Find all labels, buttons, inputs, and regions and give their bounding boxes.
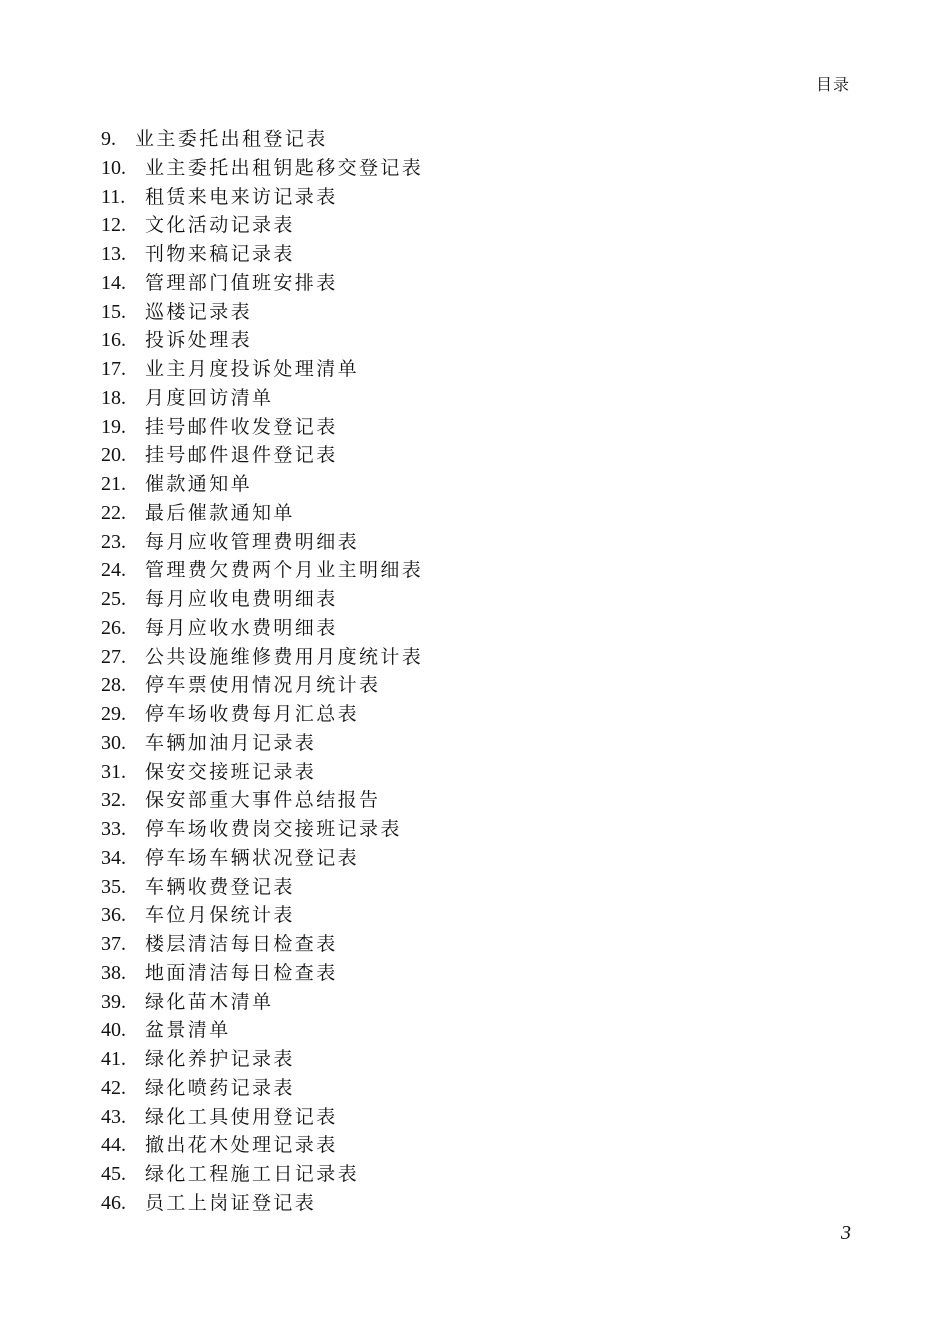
toc-item-number: 38.	[101, 961, 126, 984]
toc-item-number: 27.	[101, 645, 126, 668]
toc-item	[101, 614, 861, 643]
toc-item-label: 业主委托出租钥匙移交登记表	[145, 156, 424, 179]
toc-item-number: 24.	[101, 559, 126, 582]
toc-item	[101, 528, 861, 557]
toc-item-label: 绿化养护记录表	[145, 1048, 295, 1070]
toc-item-label: 月度回访清单	[145, 386, 274, 409]
toc-item-label: 绿化工程施工日记录表	[145, 1163, 360, 1185]
toc-item-number: 36.	[101, 904, 126, 927]
toc-item	[101, 298, 861, 327]
toc-item	[101, 384, 861, 413]
toc-item	[101, 183, 861, 212]
toc-item	[101, 729, 861, 758]
toc-item-label: 绿化喷药记录表	[145, 1076, 295, 1099]
toc-item-number: 19.	[101, 415, 126, 438]
toc-item-number: 35.	[101, 875, 126, 898]
toc-item-number: 20.	[101, 444, 126, 467]
toc-item-number: 22.	[101, 501, 126, 524]
toc-item-label: 业主月度投诉处理清单	[145, 358, 360, 380]
toc-item-label: 公共设施维修费用月度统计表	[145, 645, 424, 668]
toc-item	[101, 1074, 861, 1103]
toc-item-number: 37.	[101, 933, 126, 955]
toc-item	[101, 643, 861, 672]
toc-item-number: 28.	[101, 674, 126, 697]
toc-item-label: 每月应收水费明细表	[145, 616, 338, 639]
toc-item-label: 每月应收电费明细表	[145, 588, 338, 610]
toc-item-label: 巡楼记录表	[145, 300, 253, 323]
toc-item-label: 停车场车辆状况登记表	[145, 846, 360, 869]
toc-item-label: 绿化苗木清单	[145, 990, 274, 1013]
toc-item-label: 车辆收费登记表	[145, 875, 295, 898]
toc-item-label: 管理费欠费两个月业主明细表	[145, 559, 424, 582]
toc-item-label: 最后催款通知单	[145, 501, 295, 524]
toc-item-number: 44.	[101, 1134, 126, 1157]
toc-item-number: 46.	[101, 1191, 126, 1214]
toc-item-label: 刊物来稿记录表	[145, 243, 295, 265]
toc-item	[101, 1045, 861, 1074]
toc-item-label: 文化活动记录表	[145, 214, 295, 237]
toc-item	[101, 1160, 861, 1189]
toc-item	[101, 671, 861, 700]
toc-item-label: 车位月保统计表	[145, 904, 295, 927]
toc-item-number: 17.	[101, 358, 126, 380]
toc-item	[101, 1131, 861, 1160]
toc-item	[101, 154, 861, 183]
toc-item-number: 33.	[101, 818, 126, 840]
toc-item-number: 18.	[101, 386, 126, 409]
toc-item	[101, 211, 861, 240]
toc-item	[101, 125, 861, 154]
toc-item-label: 挂号邮件退件登记表	[145, 444, 338, 467]
toc-item	[101, 1016, 861, 1045]
toc-item-number: 45.	[101, 1163, 126, 1185]
toc-item	[101, 499, 861, 528]
toc-item-label: 停车场收费岗交接班记录表	[145, 818, 402, 840]
toc-item-number: 12.	[101, 214, 126, 237]
toc-item	[101, 700, 861, 729]
toc-item	[101, 844, 861, 873]
toc-item	[101, 355, 861, 384]
toc-item-number: 11.	[101, 185, 126, 208]
toc-item-label: 每月应收管理费明细表	[145, 530, 360, 553]
toc-item-label: 盆景清单	[145, 1019, 231, 1042]
toc-item-label: 业主委托出租登记表	[135, 128, 328, 150]
toc-item	[101, 441, 861, 470]
toc-item-number: 32.	[101, 789, 126, 812]
toc-item-label: 停车票使用情况月统计表	[145, 674, 381, 697]
toc-item-number: 16.	[101, 329, 126, 352]
toc-item	[101, 873, 861, 902]
toc-item-number: 15.	[101, 300, 126, 323]
toc-item-label: 挂号邮件收发登记表	[145, 415, 338, 438]
toc-item	[101, 815, 861, 844]
toc-item-number: 41.	[101, 1048, 126, 1070]
toc-item-number: 14.	[101, 271, 126, 294]
toc-item	[101, 930, 861, 959]
toc-item-label: 租赁来电来访记录表	[145, 185, 338, 208]
toc-item-label: 催款通知单	[145, 473, 253, 495]
table-of-contents	[101, 125, 861, 1218]
toc-item-number: 34.	[101, 846, 126, 869]
toc-item-number: 9.	[101, 128, 116, 150]
toc-item-number: 30.	[101, 731, 126, 754]
toc-item	[101, 988, 861, 1017]
toc-item-number: 10.	[101, 156, 126, 179]
toc-item-number: 21.	[101, 473, 126, 495]
page-number: 3	[841, 1222, 851, 1244]
toc-item-label: 停车场收费每月汇总表	[145, 703, 360, 725]
toc-item-label: 保安部重大事件总结报告	[145, 789, 381, 812]
toc-item	[101, 240, 861, 269]
toc-item-label: 员工上岗证登记表	[145, 1191, 317, 1214]
toc-item	[101, 413, 861, 442]
toc-item-label: 管理部门值班安排表	[145, 271, 338, 294]
toc-item-number: 31.	[101, 760, 126, 783]
toc-item-number: 39.	[101, 990, 126, 1013]
toc-item	[101, 959, 861, 988]
toc-item-number: 13.	[101, 243, 126, 265]
toc-item-number: 26.	[101, 616, 126, 639]
toc-item-label: 楼层清洁每日检查表	[145, 933, 338, 955]
toc-item-number: 40.	[101, 1019, 126, 1042]
toc-item-label: 保安交接班记录表	[145, 760, 317, 783]
page-header-title: 目录	[815, 75, 850, 94]
toc-item	[101, 1189, 861, 1218]
toc-item	[101, 556, 861, 585]
toc-item	[101, 786, 861, 815]
toc-item	[101, 758, 861, 787]
toc-item-label: 投诉处理表	[145, 329, 253, 352]
toc-item-number: 29.	[101, 703, 126, 725]
toc-item	[101, 326, 861, 355]
toc-item	[101, 470, 861, 499]
toc-item-number: 23.	[101, 530, 126, 553]
toc-item-label: 车辆加油月记录表	[145, 731, 317, 754]
toc-item	[101, 1103, 861, 1132]
toc-item-label: 地面清洁每日检查表	[145, 961, 338, 984]
toc-item-number: 43.	[101, 1105, 126, 1128]
toc-item-label: 撤出花木处理记录表	[145, 1134, 338, 1157]
toc-item-number: 25.	[101, 588, 126, 610]
toc-item	[101, 269, 861, 298]
toc-item-label: 绿化工具使用登记表	[145, 1105, 338, 1128]
toc-item-number: 42.	[101, 1076, 126, 1099]
toc-item	[101, 585, 861, 614]
toc-item	[101, 901, 861, 930]
